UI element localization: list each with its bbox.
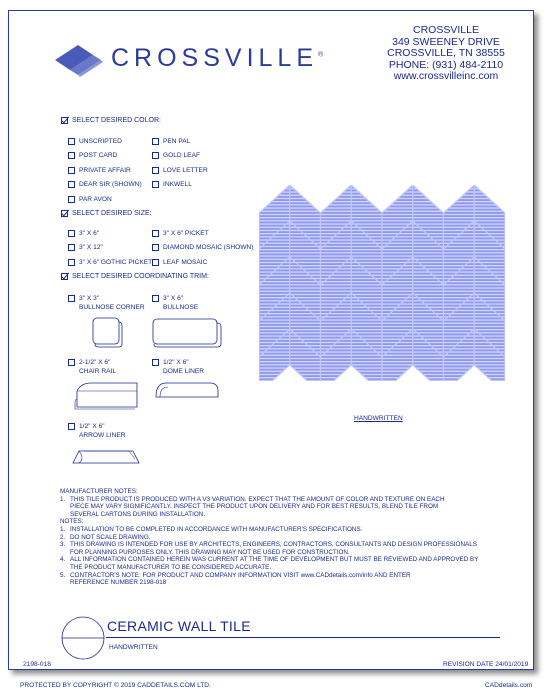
size-options-right (152, 226, 262, 270)
trim-chair-rail-label: CHAIR RAIL (79, 368, 117, 375)
checkbox[interactable] (68, 138, 75, 145)
checkbox[interactable] (152, 230, 159, 237)
trim-dome-liner-option[interactable]: 1/2" X 6" (152, 359, 189, 366)
dome-liner-icon (152, 379, 220, 401)
copyright-notice: PROTECTED BY COPYRIGHT © 2019 CADDETAILS.COM LTD. (20, 682, 211, 689)
checkbox[interactable] (68, 196, 75, 203)
caddetails-link[interactable]: CADdetails.com (485, 682, 533, 689)
checkbox[interactable] (68, 181, 75, 188)
brand-name: CROSSVILLE® (111, 44, 324, 72)
option-inkwell[interactable]: INKWELL (152, 178, 252, 193)
color-options-left (68, 134, 158, 207)
trim-section-heading: SELECT DESIRED COORDINATING TRIM: (61, 273, 209, 280)
checkbox[interactable] (68, 423, 75, 430)
option-3x6-picket[interactable]: 3" X 6" PICKET (152, 226, 262, 241)
checkbox[interactable] (68, 152, 75, 159)
title-underline (106, 637, 500, 638)
trim-arrow-liner-option[interactable]: 1/2" X 6" (68, 423, 105, 430)
crossville-logo-icon (47, 39, 109, 81)
option-3x6-gothic-picket[interactable]: 3" X 6" GOTHIC PICKET (68, 255, 158, 270)
title-block-circle (60, 615, 106, 661)
checkbox[interactable] (61, 273, 68, 280)
checkbox[interactable] (152, 359, 159, 366)
trim-chair-rail-option[interactable]: 2-1/2" X 6" (68, 359, 110, 366)
option-leaf-mosaic[interactable]: LEAF MOSAIC (152, 255, 262, 270)
option-diamond-mosaic[interactable]: DIAMOND MOSAIC (SHOWN) (152, 241, 262, 256)
checkbox[interactable] (152, 295, 159, 302)
trim-dome-liner-label: DOME LINER (163, 368, 205, 375)
option-post-card[interactable]: POST CARD (68, 149, 158, 164)
drawing-subtitle: HANDWRITTEN (109, 644, 158, 651)
drawing-sheet (8, 10, 534, 670)
option-3x12[interactable]: 3" X 12" (68, 241, 158, 256)
reference-number: 2198-018 (23, 661, 51, 668)
drawing-title: CERAMIC WALL TILE (107, 618, 251, 634)
checkbox[interactable] (152, 152, 159, 159)
bullnose-icon (151, 317, 223, 349)
option-private-affair[interactable]: PRIVATE AFFAIR (68, 163, 158, 178)
size-options-left (68, 226, 158, 270)
checkbox[interactable] (152, 244, 159, 251)
option-par-avon[interactable]: PAR AVON (68, 192, 158, 207)
option-unscripted[interactable]: UNSCRIPTED (68, 134, 158, 149)
checkbox[interactable] (152, 138, 159, 145)
checkbox[interactable] (61, 210, 68, 217)
trim-arrow-liner-label: ARROW LINER (79, 432, 126, 439)
option-gold-leaf[interactable]: GOLD LEAF (152, 149, 252, 164)
checkbox[interactable] (68, 167, 75, 174)
checkbox[interactable] (68, 295, 75, 302)
arrow-liner-icon (69, 445, 141, 467)
color-section-heading: SELECT DESIRED COLOR: (61, 117, 161, 124)
tile-pattern-drawing (259, 185, 505, 381)
bullnose-corner-icon (91, 316, 123, 348)
trim-bullnose-label: BULLNOSE (163, 304, 199, 311)
checkbox[interactable] (152, 259, 159, 266)
trim-bullnose-corner-label: BULLNOSE CORNER (79, 304, 145, 311)
checkbox[interactable] (61, 117, 68, 124)
manufacturer-notes: MANUFACTURER NOTES: 1. THIS TILE PRODUCT IS PRODUCED WITH A V3 VARIATION. EXPECT THAT THE AMOUNT OF COLOR AND TEXTURE ON EACH PIECE MAY VARY SIGNIFICANTLY. INSPECT THE PRODUCT UPON DELIVERY AND FOR BEST RESULTS, BLEND TILE FROM SEVERAL CARTONS DURING INSTALLATION. NOTES: 1. INSTALLATION TO BE COMPLETED IN ACCORDANCE WITH MANUFACTURER'S SPECIFICATIONS. 2. DO NOT SCALE DRAWING. 3. THIS DRAWING IS INTENDED FOR USE BY ARCHITECTS, ENGINEERS, CONTRACTORS, CONSULTANTS AND DESIGN PROFESSIONALS FOR PLANNING PURPOSES ONLY. THIS DRAWING MAY NOT BE USED FOR CONSTRUCTION. 4. ALL INFORMATION CONTAINED HEREIN WAS CURRENT AT THE TIME OF DEVELOPMENT BUT MUST BE REVIEWED AND APPROVED BY THE PRODUCT MANUFACTURER TO BE CONSIDERED ACCURATE. 5. CONTRACTOR'S NOTE: FOR PRODUCT AND COMPANY INFORMATION VISIT www.CADdetails.com/info AND ENTER REFERENCE NUMBER 2198-018 (60, 488, 479, 587)
company-address: CROSSVILLE 349 SWEENEY DRIVE CROSSVILLE, TN 38555 PHONE: (931) 484-2110 www.crossvilleinc.com (387, 24, 505, 82)
trim-bullnose-corner-option[interactable]: 3" X 3" (68, 295, 99, 302)
pattern-caption: HANDWRITTEN (354, 415, 403, 422)
option-pen-pal[interactable]: PEN PAL (152, 134, 252, 149)
size-section-heading: SELECT DESIRED SIZE: (61, 210, 152, 217)
checkbox[interactable] (68, 230, 75, 237)
checkbox[interactable] (68, 244, 75, 251)
option-3x6[interactable]: 3" X 6" (68, 226, 158, 241)
revision-date: REVISION DATE 24/01/2019 (443, 661, 529, 668)
checkbox[interactable] (68, 359, 75, 366)
checkbox[interactable] (68, 259, 75, 266)
trim-bullnose-option[interactable]: 3" X 6" (152, 295, 183, 302)
option-love-letter[interactable]: LOVE LETTER (152, 163, 252, 178)
chair-rail-icon (71, 377, 143, 411)
checkbox[interactable] (152, 181, 159, 188)
option-dear-sir[interactable]: DEAR SIR (SHOWN) (68, 178, 158, 193)
color-options-right (152, 134, 252, 192)
checkbox[interactable] (152, 167, 159, 174)
